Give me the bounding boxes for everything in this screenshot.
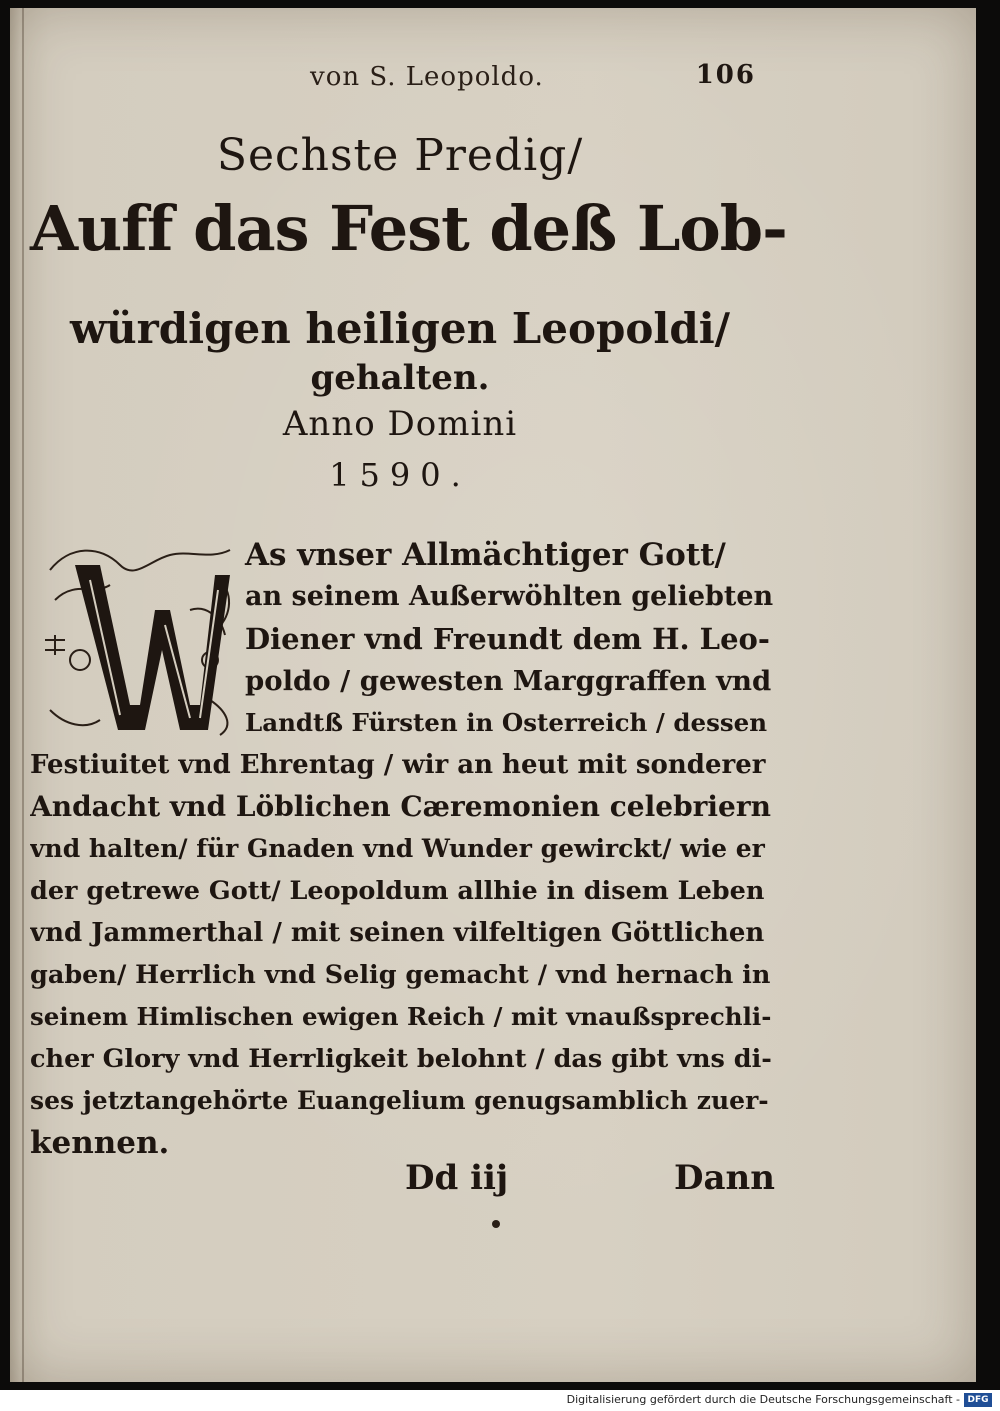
body-line-1: As vnser Allmächtiger Gott/ xyxy=(245,537,726,573)
running-head: von S. Leopoldo. xyxy=(310,62,544,92)
held-label: gehalten. xyxy=(310,358,490,398)
catchword: Dann xyxy=(674,1158,775,1198)
year: 1590. xyxy=(329,456,471,494)
body-line-11: gaben/ Herrlich vnd Selig gemacht / vnd hernach in xyxy=(30,960,771,990)
signature-mark: Dd iij xyxy=(405,1158,509,1198)
body-line-2: an seinem Außerwöhlten geliebten xyxy=(245,581,774,612)
book-page xyxy=(10,8,976,1382)
body-line-7: Andacht vnd Löblichen Cæremonien celebriern xyxy=(30,790,771,823)
body-line-8: vnd halten/ für Gnaden vnd Wunder gewirckt/ wie er xyxy=(30,834,765,863)
body-line-3: Diener vnd Freundt dem H. Leo- xyxy=(245,622,770,656)
body-line-15: kennen. xyxy=(30,1125,170,1161)
body-line-13: cher Glory vnd Herrligkeit belohnt / das gibt vns di- xyxy=(30,1044,772,1074)
page-gutter xyxy=(22,8,24,1382)
sermon-heading: Sechste Predig/ xyxy=(216,130,584,181)
feast-title-continued: würdigen heiligen Leopoldi/ xyxy=(69,304,731,353)
body-line-10: vnd Jammerthal / mit seinen vilfeltigen Göttlichen xyxy=(30,918,765,948)
footer-bar xyxy=(0,1390,1000,1411)
sermon-body xyxy=(30,534,775,1164)
anno-domini: Anno Domini xyxy=(282,404,518,444)
body-line-5: Landtß Fürsten in Osterreich / dessen xyxy=(245,708,768,737)
body-line-14: ses jetztangehörte Euangelium genugsamblich zuer- xyxy=(30,1086,769,1115)
body-line-4: poldo / gewesten Marggraffen vnd xyxy=(245,665,772,697)
body-line-12: seinem Himlischen ewigen Reich / mit vnaußsprechli- xyxy=(30,1002,772,1031)
feast-title: Auff das Fest deß Lob- xyxy=(30,192,787,265)
body-line-6: Festiuitet vnd Ehrentag / wir an heut mit sonderer xyxy=(30,750,766,780)
page-number: 106 xyxy=(695,60,756,90)
funding-notice: Digitalisierung gefördert durch die Deutsche Forschungsgemeinschaft - xyxy=(566,1393,960,1406)
ink-dot xyxy=(492,1220,500,1228)
body-line-9: der getrewe Gott/ Leopoldum allhie in disem Leben xyxy=(30,876,765,906)
dfg-logo: DFG xyxy=(964,1393,992,1407)
